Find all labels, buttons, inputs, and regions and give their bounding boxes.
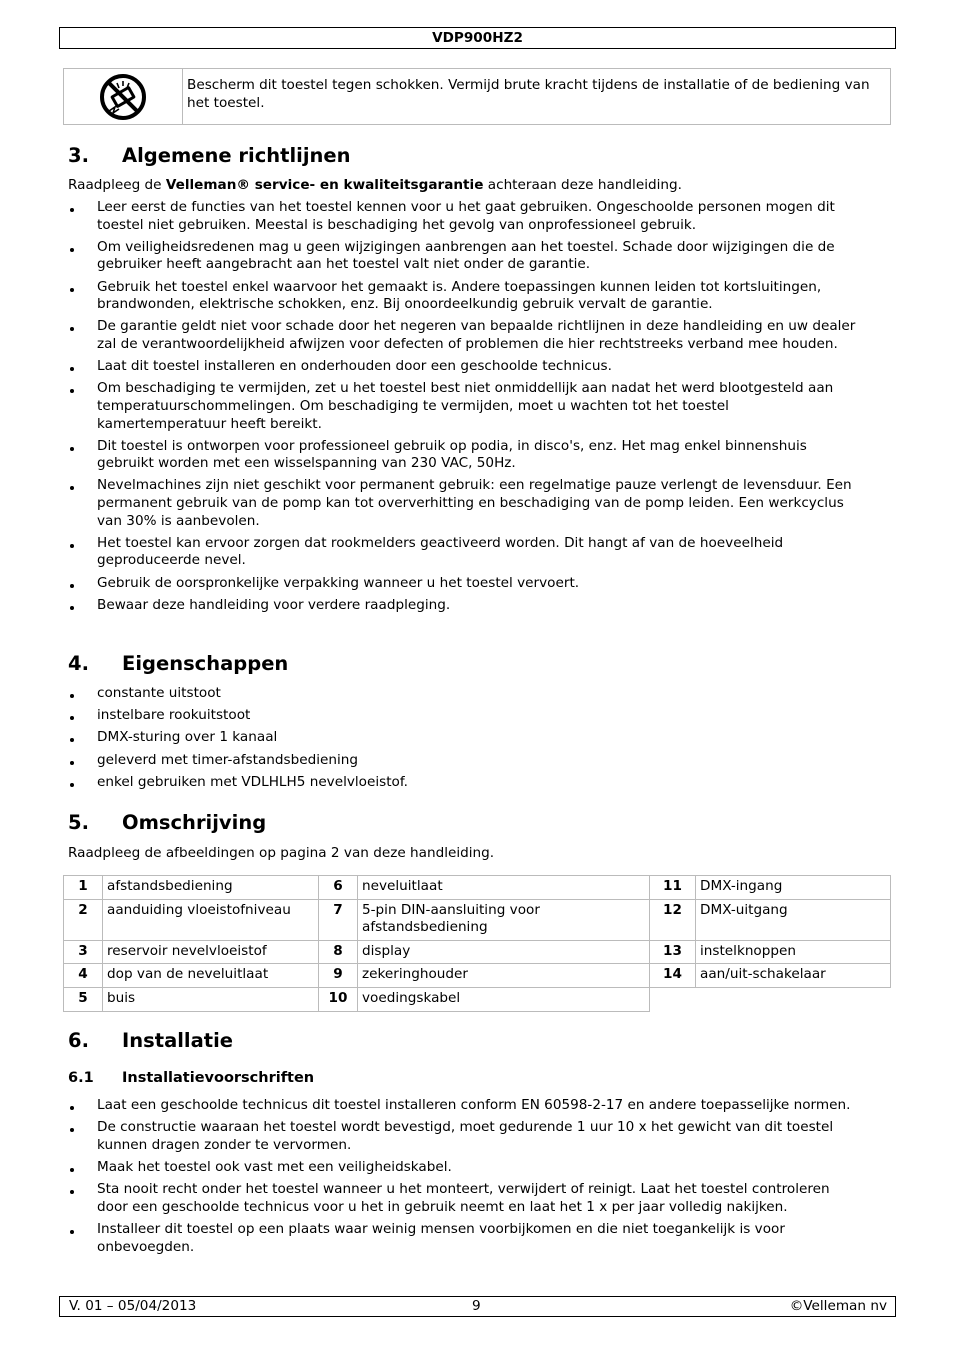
list-item: Laat dit toestel installeren en onderhouden door een geschoolde technicus. <box>68 358 858 376</box>
part-number: 9 <box>319 964 358 988</box>
part-number: 4 <box>64 964 103 988</box>
guidelines-list <box>68 199 858 619</box>
list-item: De constructie waaraan het toestel wordt bevestigd, moet gedurende 1 uur 10 x het gewicht van dit toestel kunnen dragen zonder te vervormen. <box>68 1119 858 1154</box>
warning-icon-cell <box>64 69 183 124</box>
part-number: 10 <box>319 987 358 1011</box>
part-label: reservoir nevelvloeistof <box>103 940 319 964</box>
part-label: aan/uit-schakelaar <box>696 964 891 988</box>
features-list <box>68 685 858 796</box>
part-number: 6 <box>319 876 358 900</box>
list-item: Leer eerst de functies van het toestel kennen voor u het gaat gebruiken. Ongeschoolde personen mogen dit toestel niet gebruiken. Meestal is beschadiging het gevolg van onprofessioneel gebruik. <box>68 199 858 234</box>
parts-table <box>63 875 891 1012</box>
part-label: zekeringhouder <box>358 964 650 988</box>
installation-rules-list <box>68 1097 858 1261</box>
warranty-reference: Velleman® service- en kwaliteitsgarantie <box>165 177 484 193</box>
part-label: afstandsbediening <box>103 876 319 900</box>
part-label: dop van de neveluitlaat <box>103 964 319 988</box>
list-item: Om veiligheidsredenen mag u geen wijzigingen aanbrengen aan het toestel. Schade door wijzigingen die de gebruiker heeft aangebracht aan het toestel valt niet onder de garantie. <box>68 239 858 274</box>
page-number: 9 <box>472 1298 481 1314</box>
list-item: Laat een geschoolde technicus dit toestel installeren conform EN 60598-2-17 en andere toepasselijke normen. <box>68 1097 858 1115</box>
list-item: Nevelmachines zijn niet geschikt voor permanent gebruik: een regelmatige pauze verlengt de levensduur. Een permanent gebruik van de pomp kan tot oververhitting en beschadiging van de pomp leiden. Een werkcyclus van 30% is aanbevolen. <box>68 477 858 530</box>
list-item: Gebruik het toestel enkel waarvoor het gemaakt is. Andere toepassingen kunnen leiden tot kortsluitingen, brandwonden, elektrische schokken, enz. Bij onoordeelkundig gebruik vervalt de garantie. <box>68 279 858 314</box>
list-item: Dit toestel is ontworpen voor professioneel gebruik op podia, in disco's, enz. Het mag enkel binnenshuis gebruikt worden met een wisselspanning van 230 VAC, 50Hz. <box>68 438 858 473</box>
list-item: geleverd met timer-afstandsbediening <box>68 752 858 770</box>
section-5-intro: Raadpleeg de afbeeldingen op pagina 2 van deze handleiding. <box>68 845 495 861</box>
list-item: constante uitstoot <box>68 685 858 703</box>
part-number: 12 <box>650 899 696 940</box>
no-shock-icon <box>99 73 147 121</box>
list-item: Gebruik de oorspronkelijke verpakking wanneer u het toestel vervoert. <box>68 575 858 593</box>
part-number: 7 <box>319 899 358 940</box>
part-label: display <box>358 940 650 964</box>
warning-text: Bescherm dit toestel tegen schokken. Vermijd brute kracht tijdens de installatie of de bediening van het toestel. <box>187 77 870 111</box>
page-footer <box>59 1296 896 1317</box>
list-item: Maak het toestel ook vast met een veiligheidskabel. <box>68 1159 858 1177</box>
part-label: DMX-ingang <box>696 876 891 900</box>
section-4-heading: 4. Eigenschappen <box>68 652 289 675</box>
list-item: DMX-sturing over 1 kanaal <box>68 729 858 747</box>
section-3-intro: Raadpleeg de Velleman® service- en kwaliteitsgarantie achteraan deze handleiding. <box>68 177 682 193</box>
list-item: instelbare rookuitstoot <box>68 707 858 725</box>
part-label: voedingskabel <box>358 987 650 1011</box>
part-number: 13 <box>650 940 696 964</box>
section-3-heading: 3. Algemene richtlijnen <box>68 144 351 167</box>
part-number: 3 <box>64 940 103 964</box>
copyright: ©Velleman nv <box>789 1298 887 1314</box>
table-row <box>64 876 891 900</box>
section-6-heading: 6. Installatie <box>68 1029 233 1052</box>
part-label: instelknoppen <box>696 940 891 964</box>
list-item: Bewaar deze handleiding voor verdere raadpleging. <box>68 597 858 615</box>
part-label: 5-pin DIN-aansluiting voor afstandsbediening <box>358 899 650 940</box>
part-label: aanduiding vloeistofniveau <box>103 899 319 940</box>
part-label: neveluitlaat <box>358 876 650 900</box>
part-number: 8 <box>319 940 358 964</box>
list-item: De garantie geldt niet voor schade door het negeren van bepaalde richtlijnen in deze handleiding en uw dealer zal de verantwoordelijkheid afwijzen voor defecten of problemen die hier rechtstreeks verband mee houden. <box>68 318 858 353</box>
version-date: V. 01 – 05/04/2013 <box>69 1298 197 1314</box>
section-6-1-heading: 6.1 Installatievoorschriften <box>68 1070 315 1086</box>
empty-cell <box>650 987 891 1011</box>
part-number: 11 <box>650 876 696 900</box>
table-row <box>64 964 891 988</box>
part-label: DMX-uitgang <box>696 899 891 940</box>
part-number: 1 <box>64 876 103 900</box>
list-item: Installeer dit toestel op een plaats waar weinig mensen voorbijkomen en die niet toegankelijk is voor onbevoegden. <box>68 1221 858 1256</box>
model-name: VDP900HZ2 <box>432 30 523 46</box>
list-item: enkel gebruiken met VDLHLH5 nevelvloeistof. <box>68 774 858 792</box>
part-label: buis <box>103 987 319 1011</box>
section-5-heading: 5. Omschrijving <box>68 811 267 834</box>
warning-box <box>63 68 891 125</box>
list-item: Om beschadiging te vermijden, zet u het toestel best niet onmiddellijk aan nadat het werd blootgesteld aan temperatuurschommelingen. Om beschadiging te vermijden, moet u wachten tot het toestel kamertemperatuur heeft bereikt. <box>68 380 858 433</box>
page-header <box>59 27 896 49</box>
table-row <box>64 940 891 964</box>
table-row <box>64 899 891 940</box>
part-number: 5 <box>64 987 103 1011</box>
list-item: Sta nooit recht onder het toestel wanneer u het monteert, verwijdert of reinigt. Laat het toestel controleren door een geschoolde technicus voor u het in gebruik neemt en laat het 1 x per jaar volledig nakijken. <box>68 1181 858 1216</box>
part-number: 14 <box>650 964 696 988</box>
list-item: Het toestel kan ervoor zorgen dat rookmelders geactiveerd worden. Dit hangt af van de hoeveelheid geproduceerde nevel. <box>68 535 858 570</box>
part-number: 2 <box>64 899 103 940</box>
table-row <box>64 987 891 1011</box>
